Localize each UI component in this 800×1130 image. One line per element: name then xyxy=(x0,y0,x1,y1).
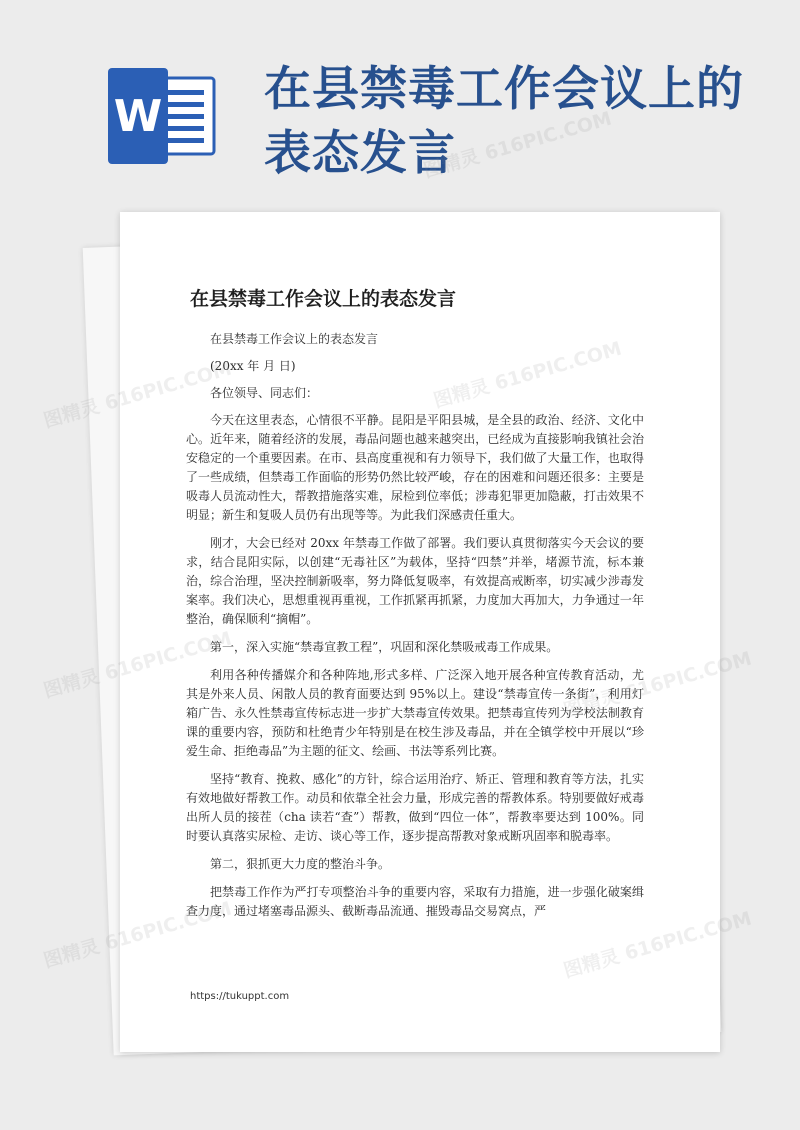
word-document-icon xyxy=(108,68,216,164)
page-header xyxy=(0,0,800,210)
paragraph-crackdown: 把禁毒工作作为严打专项整治斗争的重要内容，采取有力措施，进一步强化破案缉查力度，通过堵塞毒品源头、截断毒品流通、摧毁毒品交易窝点，严 xyxy=(186,885,644,918)
paragraph-publicity: 利用各种传播媒介和各种阵地,形式多样、广泛深入地开展各种宣传教育活动，尤其是外来人员、闲散人员的教育面要达到 95%以上。建设“禁毒宣传一条街”，利用灯箱广告、永久性禁毒宣传标志进一步扩大禁毒宣传效果。把禁毒宣传列为学校法制教育课的重要内容，预防和杜绝青少年特别是在校生涉及毒品，并在全镇学校中开展以“珍爱生命、拒绝毒品”为主题的征文、绘画、书法等系列比赛。 xyxy=(186,668,644,758)
word-logo-letter: W xyxy=(113,91,163,142)
watermark: 图精灵 xyxy=(41,395,103,433)
watermark: 图精灵 616PIC.COM xyxy=(421,107,615,183)
paragraph-intro: 今天在这里表态，心情很不平静。昆阳是平阳县城，是全县的政治、经济、文化中心。近年来，随着经济的发展，毒品问题也越来越突出，已经成为直接影响我镇社会治安稳定的一个重要因素。在市、县高度重视和有力领导下，我们做了大量工作，也取得了一些成绩，但禁毒工作面临的形势仍然比较严峻，存在的困难和问题还很多：主要是吸毒人员流动性大，帮教措施落实难，尿检到位率低；涉毒犯罪更加隐蔽，打击效果不明显；新生和复吸人员仍有出现等等。为此我们深感责任重大。 xyxy=(186,413,644,522)
watermark: 图精灵 xyxy=(41,665,103,703)
paragraph-assistance: 坚持“教育、挽救、感化”的方针，综合运用治疗、矫正、管理和教育等方法，扎实有效地做好帮教工作。动员和依靠全社会力量，形成完善的帮教体系。特别要做好戒毒出所人员的接茬（cha 读若“查”）帮教，做到“四位一体”，帮教率要达到 100%。同时要认真落实尿检、走访、谈心等工作，逐步提高帮教对象戒断巩固率和脱毒率。 xyxy=(186,772,644,843)
paragraph-subtitle: 在县禁毒工作会议上的表态发言 xyxy=(210,332,379,346)
watermark: 图精灵 xyxy=(41,935,103,973)
paragraph-date: (20xx 年 月 日) xyxy=(210,359,296,373)
paragraph-deployment: 刚才，大会已经对 20xx 年禁毒工作做了部署。我们要认真贯彻落实今天会议的要求，结合昆阳实际，以创建“无毒社区”为载体，坚持“四禁”并举，堵源节流，标本兼治，综合治理，坚决控制新吸率，努力降低复吸率，有效提高戒断率，切实减少涉毒发案率。我们决心，思想重视再重视，工作抓紧再抓紧，力度加大再加大，力争通过一年整治，确保顺利“摘帽”。 xyxy=(186,536,644,626)
footer-url[interactable]: https://tukuppt.com xyxy=(190,991,290,1002)
paragraph-section-one: 第一，深入实施“禁毒宣教工程”，巩固和深化禁吸戒毒工作成果。 xyxy=(210,640,559,654)
paragraph-greeting: 各位领导、同志们： xyxy=(210,386,319,400)
document-title: 在县禁毒工作会议上的表态发言 xyxy=(190,288,457,310)
document-page xyxy=(120,212,720,1052)
paragraph-section-two: 第二，狠抓更大力度的整治斗争。 xyxy=(210,857,391,871)
document-body xyxy=(186,330,644,930)
header-title: 在县禁毒工作会议上的表态发言 xyxy=(264,62,744,181)
